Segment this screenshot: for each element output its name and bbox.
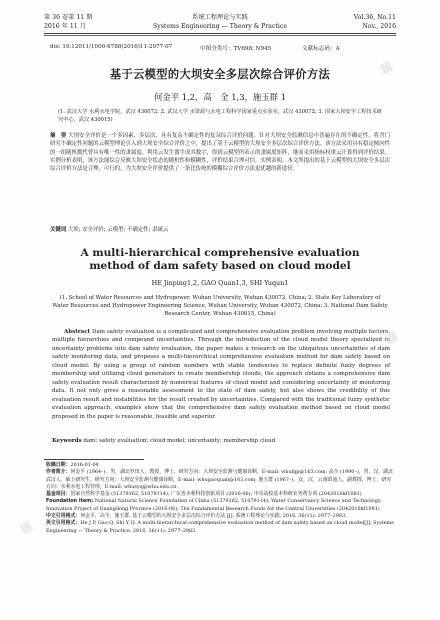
- header-rule-thin: [44, 35, 396, 36]
- citation-en: 英文引用格式：He J P, Gao Q, Shi Y Q. A multi-hierarchical comprehensive evaluation method of dam safety based on cloud model[J]. Systems Engineering — Theory & Practice, 2016, 36(11): 2977–2983.: [46, 520, 394, 534]
- clc-number: 中图分类号：TV698; N945: [200, 46, 272, 52]
- document-code: 文献标志码：A: [302, 46, 340, 52]
- keywords-en: [52, 437, 390, 445]
- citation-cn: 中文引用格式：何金平，高全，施玉群. 基于云模型的大坝安全多层次综合评价方法 [J]. 系统工程理论与实践, 2016, 36(11): 2977–2983.: [46, 513, 347, 520]
- abstract-cn-text: 大坝安全评价是一个多因素、多层次、具有复杂不确定性的复杂综合评价问题。针对大坝安全监测信息中普遍存在的不确定性，将含门研究不确定性问题的云模型理论引入到大坝安全综合评价之中，提出了基于云模型的大坝安全多层次综合评价方法。该方法采用具有稳定倾向性的一组随机数代替具有唯一性的隶属度，利用云发生器生成其数字，得到云模型所表示的隶属度矩阵，继而采用指标权重云计算得到评价结果。实例分析表明，该方法能综合反映大坝安全状态的随机性和模糊性，评价结果合理可信。实例表明，本文所提出的基于云模型的大坝安全多层次综合评价方法是合理、可行的，为大坝安全评价提供了一条比传统的模糊综合评价方法更优越的新途径。: [50, 133, 390, 173]
- affiliations-cn: (1. 武汉大学 水利水电学院，武汉 430072; 2. 武汉大学 水资源与水电工程科学国家重点实验室，武汉 430072; 3. 国家大坝安全工程技术研究中心，武汉 430015): [58, 109, 382, 123]
- keywords-cn: [50, 225, 390, 233]
- watermark-mark: ▦: [17, 517, 36, 538]
- date-cn: 2016 年 11 月: [44, 23, 86, 30]
- received-note: 收稿日期：2016-01-04: [46, 462, 99, 468]
- date-en: Nov., 2016: [362, 23, 396, 30]
- journal-name-cn: 系统工程理论与实践: [192, 14, 248, 21]
- title-cn: 基于云模型的大坝安全多层次综合评价方法: [109, 68, 331, 81]
- authors-cn: 何金平 1,2，高 全 1,3，施玉群 1: [153, 92, 287, 102]
- volume-issue-en: Vol.36, No.11: [353, 14, 396, 21]
- journal-name-en: Systems Engineering — Theory & Practice: [152, 23, 288, 30]
- fund-note-cn: 基金项目：国家自然科学基金 (51379162, 51079114); 广东省水利科技创新项目 (2016-06); 中央高校基本科研业务费专项 (2042016kf1081): [46, 491, 362, 498]
- abstract-cn: [50, 132, 390, 173]
- abstract-cn-label: 摘 要: [50, 133, 67, 139]
- doi-text: doi: 10.12011/1000-6788(2016)11-2977-07: [50, 44, 173, 50]
- affiliations-en: (1. School of Water Resources and Hydropower, Wuhan University, Wuhan 430072, China; 2. State Key Laboratory of Water Resources and Hydropower Engineering Science, Wuhan University, Wuhan 430072, China; 3. National Dam Safety Research Center, Wuhan 430015, China): [52, 295, 388, 317]
- abstract-en: [52, 328, 390, 421]
- keywords-en-text: dam; safety evaluation; cloud model; uncertainty; membership cloud: [83, 438, 276, 444]
- footnotes: [46, 462, 394, 535]
- keywords-cn-text: 大坝; 安全评价; 云模型; 不确定性; 隶属云: [67, 227, 169, 233]
- volume-issue-cn: 第 36 卷第 11 期: [44, 14, 93, 21]
- watermark-mark: ▦: [377, 57, 396, 78]
- abstract-en-label: Abstract: [64, 329, 91, 335]
- keywords-en-label: Keywords: [52, 438, 82, 444]
- title-en: A multi-hierarchical comprehensive evaluation method of dam safety based on cloud model: [80, 247, 360, 272]
- author-bio-note: 作者简介：何金平 (1964–)，男，湖北罗田人，教授，博士，研究方向：大坝安全监测与健康诊断，E-mail: whuhjp@163.com; 高全 (1990–)，男，汉，湖北武汉人，硕士研究生，研究方向：大坝安全监测与健康诊断，E-mail: whugaoquan@163.com; 施玉群 (1967–)，女，汉，云南昭通人，副教授，博士，研究方向：水利水电工程管理，E-mail: whusyq@whu.edu.cn.: [46, 469, 393, 490]
- keywords-cn-label: 关键词: [50, 227, 67, 233]
- fund-note-en: Foundation item: National Natural Science Foundation of China (51379162, 51079114); Water Conservancy Science and Technology Innovation Project of Guangdong Province (2016-06); The Fundamental Research Funds for the Central Universities (2042016kf1081): [46, 498, 381, 512]
- abstract-en-text: Dam safety evaluation is a complicated and comprehensive evaluation problem involving multiple factors, multiple hierarchies and compound uncertainties. Through the introduction of the cloud model theory specialized in uncertainty problems into dam safety evaluation, the paper makes a research on the ubiquitous uncertainties of dam safety monitoring data, and proposes a multi-hierarchical comprehensive evaluation method for dam safety based on cloud model. By using a group of random numbers with stable tendencies to replace definite fuzzy degrees of membership and utilizing cloud generators to create membership clouds, the approach obtains a comprehensive dam safety evaluation result characterized by numerical features of cloud model and considering uncertainty of monitoring data. It not only gives a reasonable assessment to the state of dam safety, but also shows the credibility of this evaluation result and instabilities for the result created by uncertainties. Compared with the traditional fuzzy synthetic evaluation approach, examples show that the comprehensive dam safety evaluation method based on cloud model proposed in the paper is reasonable, feasible and superior.: [52, 329, 390, 420]
- footnote-rule: [44, 459, 144, 460]
- authors-en: HE Jinping1,2, GAO Quan1,3, SHI Yuqun1: [151, 279, 289, 287]
- watermark-mark: ▦: [382, 327, 401, 348]
- header-rule: [44, 33, 396, 34]
